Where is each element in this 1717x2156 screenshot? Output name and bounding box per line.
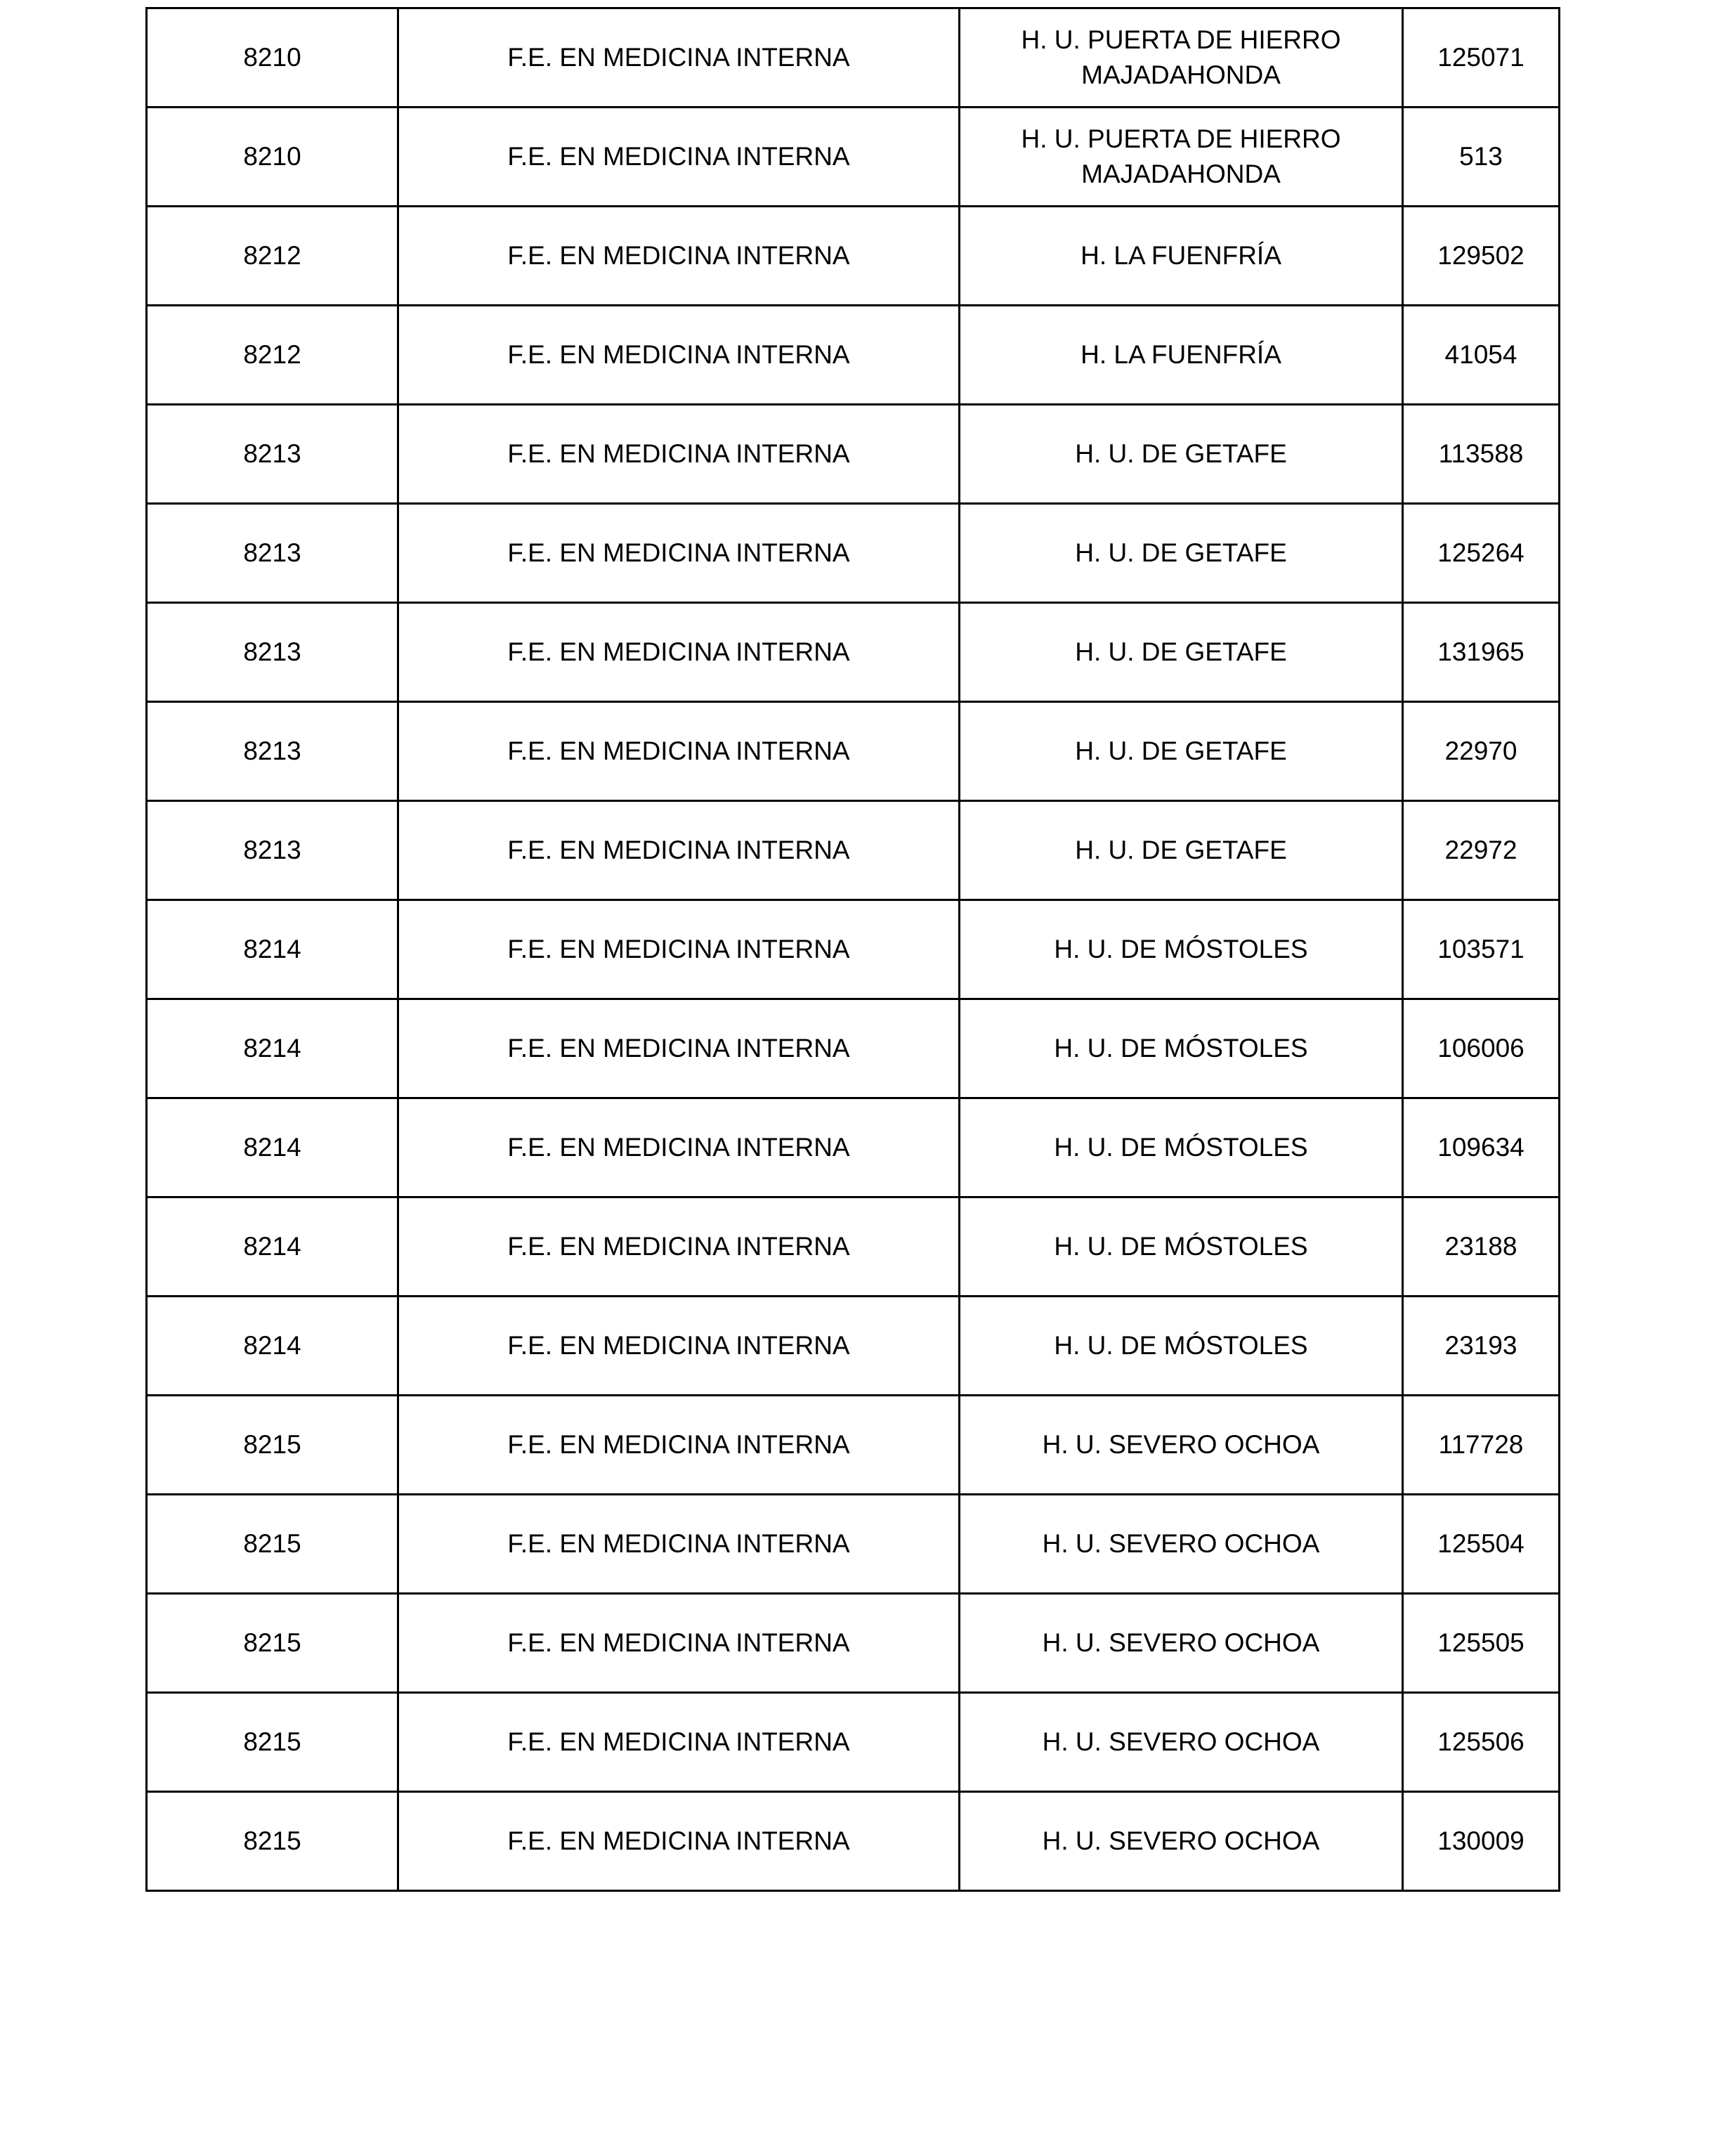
number-cell: 109634 <box>1403 1098 1560 1197</box>
code-cell: 8210 <box>147 108 398 207</box>
table-row <box>147 801 1560 900</box>
hospital-cell: H. LA FUENFRÍA <box>960 306 1403 405</box>
code-cell: 8210 <box>147 8 398 108</box>
code-cell: 8215 <box>147 1396 398 1495</box>
number-cell: 106006 <box>1403 999 1560 1098</box>
table-row <box>147 1297 1560 1396</box>
table-row <box>147 900 1560 999</box>
hospital-cell: H. U. DE MÓSTOLES <box>960 1297 1403 1396</box>
specialty-cell: F.E. EN MEDICINA INTERNA <box>398 108 960 207</box>
table-row <box>147 405 1560 504</box>
specialty-cell: F.E. EN MEDICINA INTERNA <box>398 1792 960 1891</box>
table-row <box>147 1594 1560 1693</box>
hospital-cell: H. U. SEVERO OCHOA <box>960 1792 1403 1891</box>
hospital-cell: H. U. PUERTA DE HIERRO MAJADAHONDA <box>960 8 1403 108</box>
data-table <box>145 7 1560 1892</box>
table-row <box>147 1792 1560 1891</box>
table-row <box>147 1693 1560 1792</box>
number-cell: 22970 <box>1403 702 1560 801</box>
hospital-cell: H. U. DE MÓSTOLES <box>960 999 1403 1098</box>
number-cell: 125264 <box>1403 504 1560 603</box>
hospital-cell: H. U. DE GETAFE <box>960 603 1403 702</box>
specialty-cell: F.E. EN MEDICINA INTERNA <box>398 702 960 801</box>
specialty-cell: F.E. EN MEDICINA INTERNA <box>398 1396 960 1495</box>
number-cell: 125506 <box>1403 1693 1560 1792</box>
hospital-cell: H. U. DE MÓSTOLES <box>960 1197 1403 1297</box>
specialty-cell: F.E. EN MEDICINA INTERNA <box>398 603 960 702</box>
code-cell: 8213 <box>147 603 398 702</box>
number-cell: 125071 <box>1403 8 1560 108</box>
number-cell: 117728 <box>1403 1396 1560 1495</box>
table-row <box>147 8 1560 108</box>
code-cell: 8215 <box>147 1792 398 1891</box>
table-row <box>147 108 1560 207</box>
code-cell: 8215 <box>147 1693 398 1792</box>
table-row <box>147 1098 1560 1197</box>
number-cell: 23193 <box>1403 1297 1560 1396</box>
hospital-cell: H. U. SEVERO OCHOA <box>960 1495 1403 1594</box>
specialty-cell: F.E. EN MEDICINA INTERNA <box>398 900 960 999</box>
number-cell: 23188 <box>1403 1197 1560 1297</box>
code-cell: 8215 <box>147 1495 398 1594</box>
code-cell: 8213 <box>147 801 398 900</box>
specialty-cell: F.E. EN MEDICINA INTERNA <box>398 1297 960 1396</box>
table-row <box>147 702 1560 801</box>
table-row <box>147 1197 1560 1297</box>
number-cell: 113588 <box>1403 405 1560 504</box>
number-cell: 103571 <box>1403 900 1560 999</box>
specialty-cell: F.E. EN MEDICINA INTERNA <box>398 306 960 405</box>
table-body <box>147 8 1560 1891</box>
specialty-cell: F.E. EN MEDICINA INTERNA <box>398 504 960 603</box>
hospital-cell: H. U. PUERTA DE HIERRO MAJADAHONDA <box>960 108 1403 207</box>
code-cell: 8214 <box>147 1297 398 1396</box>
specialty-cell: F.E. EN MEDICINA INTERNA <box>398 1098 960 1197</box>
specialty-cell: F.E. EN MEDICINA INTERNA <box>398 1693 960 1792</box>
code-cell: 8213 <box>147 504 398 603</box>
hospital-cell: H. U. SEVERO OCHOA <box>960 1594 1403 1693</box>
code-cell: 8214 <box>147 1098 398 1197</box>
code-cell: 8213 <box>147 405 398 504</box>
specialty-cell: F.E. EN MEDICINA INTERNA <box>398 801 960 900</box>
specialty-cell: F.E. EN MEDICINA INTERNA <box>398 1594 960 1693</box>
table-row <box>147 207 1560 306</box>
hospital-cell: H. U. DE GETAFE <box>960 801 1403 900</box>
number-cell: 130009 <box>1403 1792 1560 1891</box>
table-row <box>147 1495 1560 1594</box>
table-row <box>147 999 1560 1098</box>
hospital-cell: H. U. SEVERO OCHOA <box>960 1396 1403 1495</box>
number-cell: 513 <box>1403 108 1560 207</box>
specialty-cell: F.E. EN MEDICINA INTERNA <box>398 405 960 504</box>
number-cell: 22972 <box>1403 801 1560 900</box>
code-cell: 8212 <box>147 306 398 405</box>
code-cell: 8214 <box>147 900 398 999</box>
hospital-cell: H. U. SEVERO OCHOA <box>960 1693 1403 1792</box>
code-cell: 8214 <box>147 999 398 1098</box>
table-row <box>147 504 1560 603</box>
code-cell: 8215 <box>147 1594 398 1693</box>
hospital-cell: H. U. DE MÓSTOLES <box>960 900 1403 999</box>
hospital-cell: H. U. DE GETAFE <box>960 702 1403 801</box>
number-cell: 125505 <box>1403 1594 1560 1693</box>
hospital-cell: H. U. DE MÓSTOLES <box>960 1098 1403 1197</box>
specialty-cell: F.E. EN MEDICINA INTERNA <box>398 207 960 306</box>
specialty-cell: F.E. EN MEDICINA INTERNA <box>398 999 960 1098</box>
table-row <box>147 1396 1560 1495</box>
table-row <box>147 603 1560 702</box>
specialty-cell: F.E. EN MEDICINA INTERNA <box>398 8 960 108</box>
code-cell: 8214 <box>147 1197 398 1297</box>
hospital-cell: H. LA FUENFRÍA <box>960 207 1403 306</box>
hospital-cell: H. U. DE GETAFE <box>960 405 1403 504</box>
number-cell: 131965 <box>1403 603 1560 702</box>
hospital-cell: H. U. DE GETAFE <box>960 504 1403 603</box>
specialty-cell: F.E. EN MEDICINA INTERNA <box>398 1197 960 1297</box>
number-cell: 41054 <box>1403 306 1560 405</box>
number-cell: 125504 <box>1403 1495 1560 1594</box>
table-row <box>147 306 1560 405</box>
code-cell: 8212 <box>147 207 398 306</box>
code-cell: 8213 <box>147 702 398 801</box>
number-cell: 129502 <box>1403 207 1560 306</box>
specialty-cell: F.E. EN MEDICINA INTERNA <box>398 1495 960 1594</box>
